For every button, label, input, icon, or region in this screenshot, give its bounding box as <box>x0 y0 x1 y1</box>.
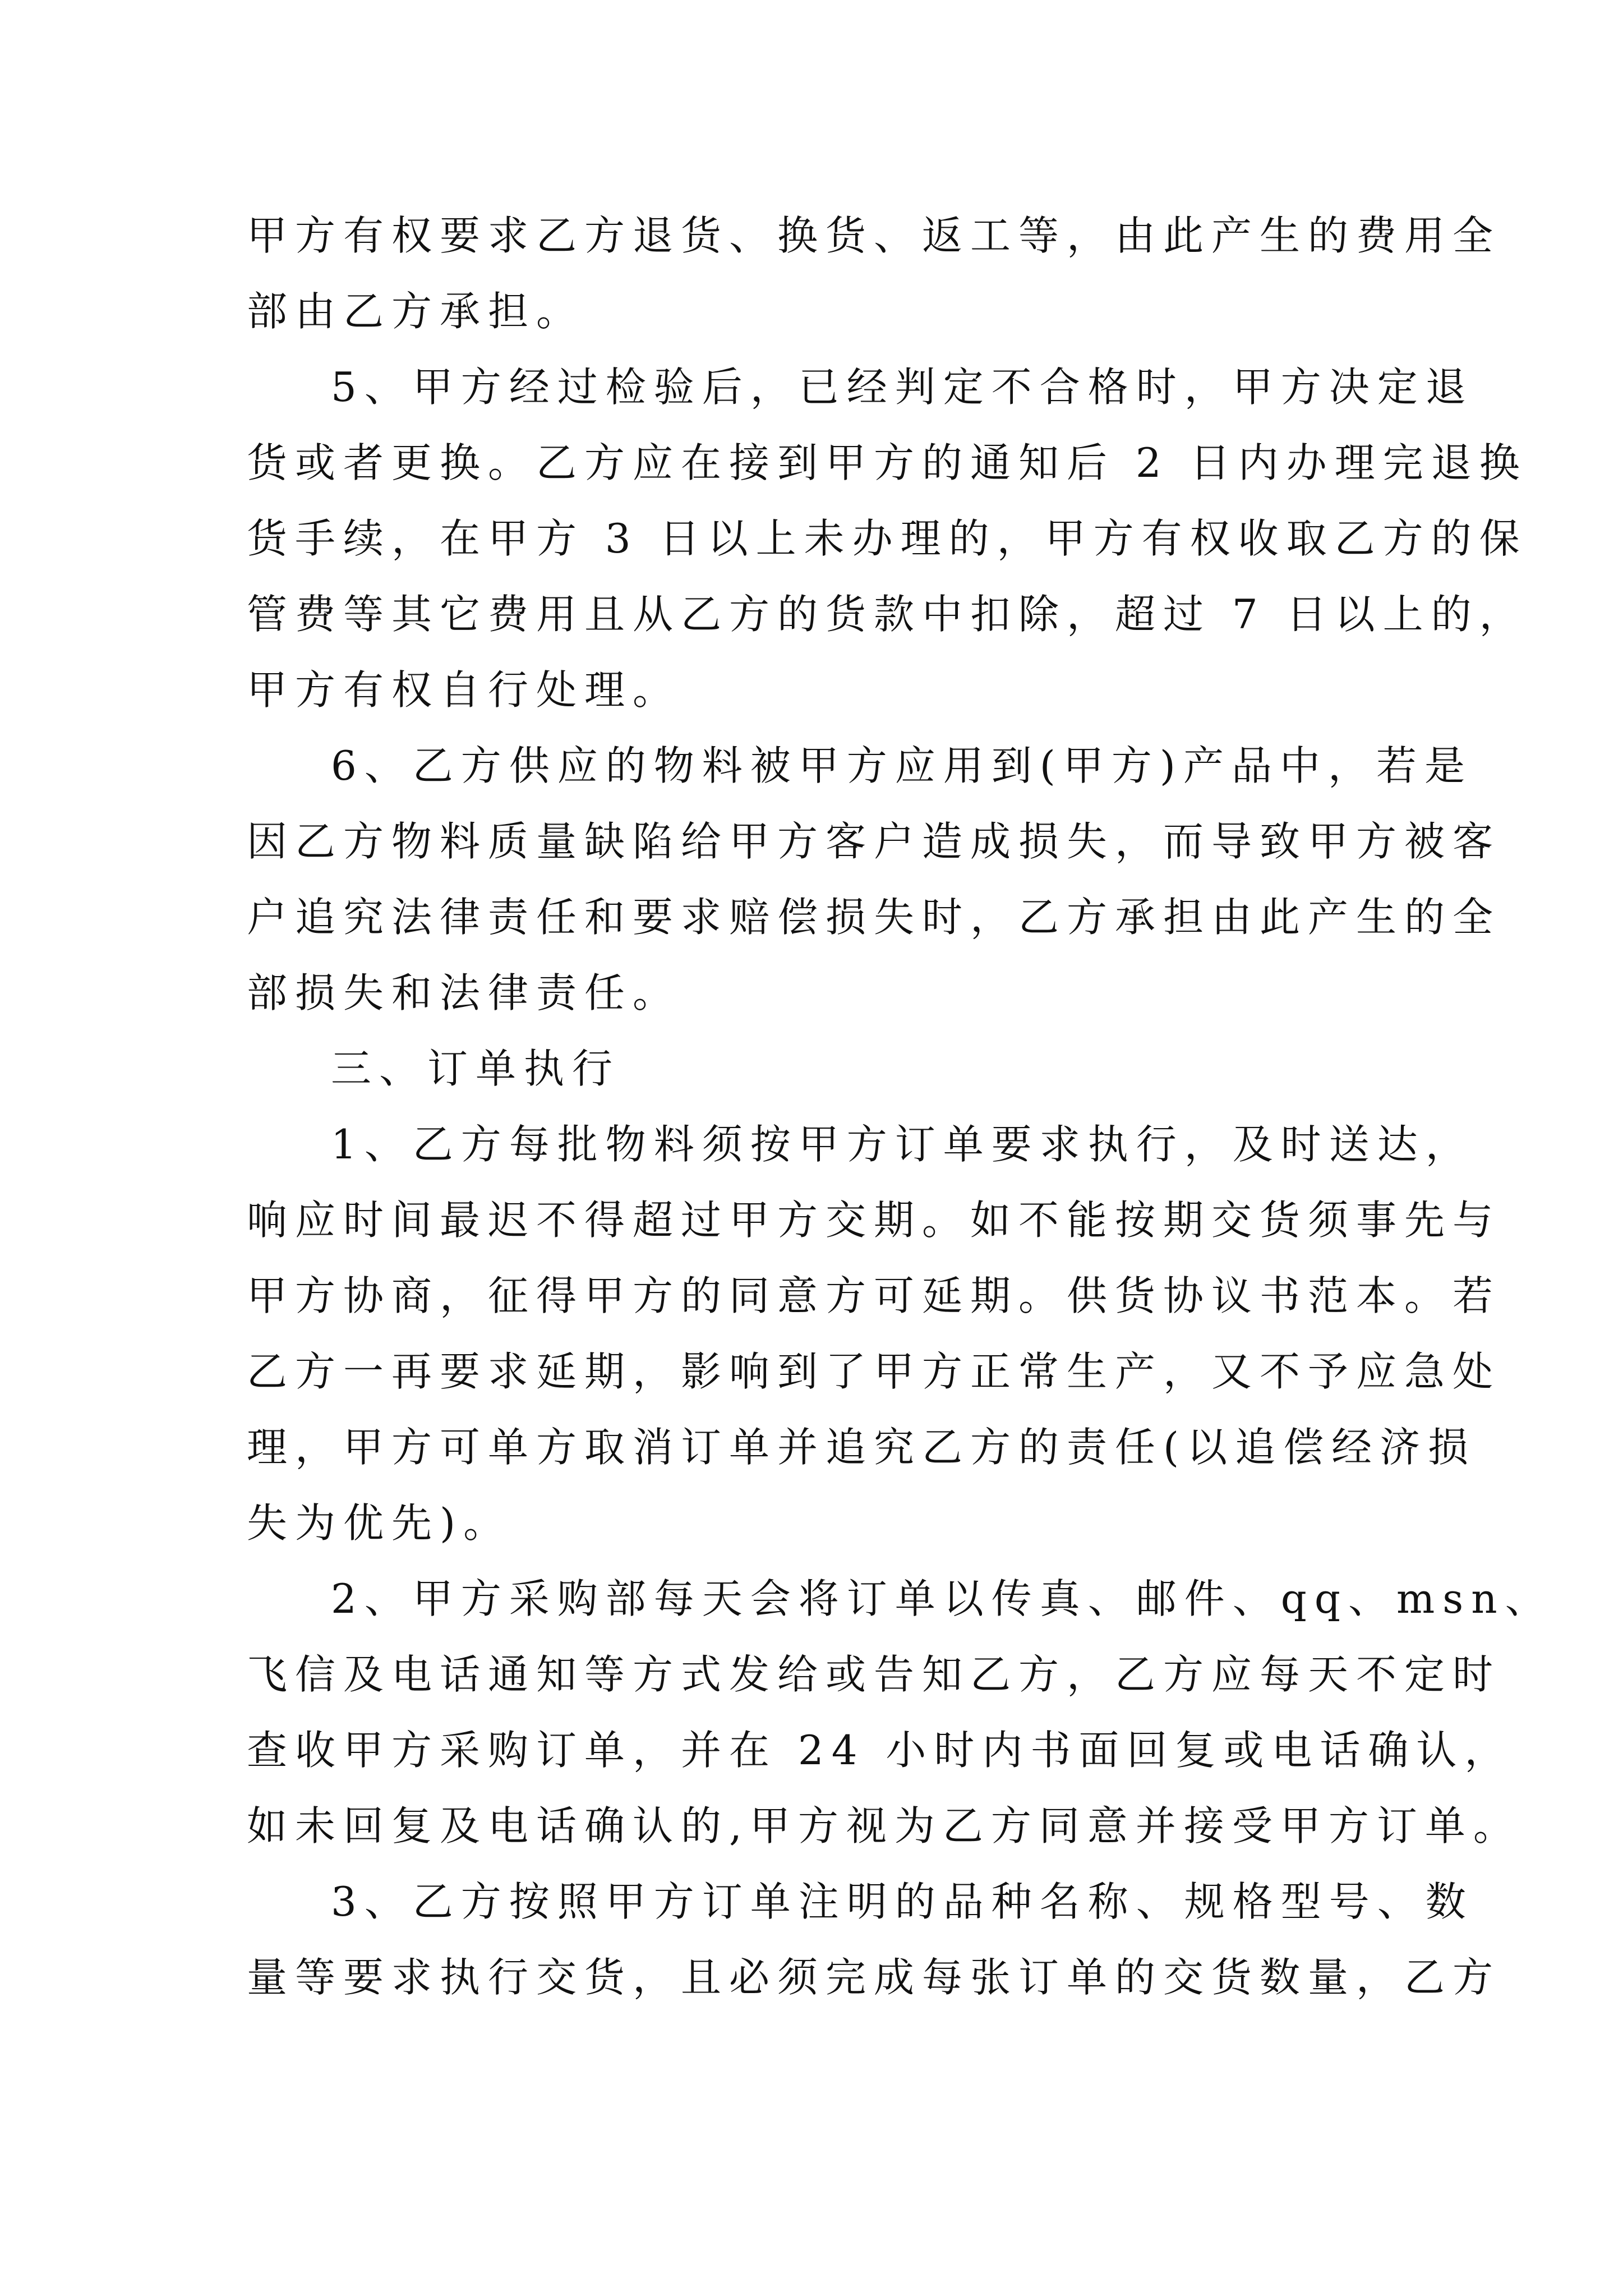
paragraph-start-line: 1、乙方每批物料须按甲方订单要求执行，及时送达， <box>331 1121 1474 1168</box>
text-line: 失为优先)。 <box>247 1499 512 1547</box>
text-line: 甲方有权要求乙方退货、换货、返工等，由此产生的费用全 <box>247 212 1501 259</box>
paragraph-start-line: 5、甲方经过检验后，已经判定不合格时，甲方决定退 <box>331 364 1474 411</box>
text-line: 货手续，在甲方 3 日以上未办理的，甲方有权收取乙方的保 <box>247 515 1528 562</box>
text-line: 户追究法律责任和要求赔偿损失时，乙方承担由此产生的全 <box>247 894 1501 941</box>
text-line: 部损失和法律责任。 <box>247 969 681 1016</box>
text-line: 甲方有权自行处理。 <box>247 666 681 714</box>
text-line: 乙方一再要求延期，影响到了甲方正常生产，又不予应急处 <box>247 1348 1501 1395</box>
text-line: 飞信及电话通知等方式发给或告知乙方，乙方应每天不定时 <box>247 1651 1501 1698</box>
text-line: 甲方协商，征得甲方的同意方可延期。供货协议书范本。若 <box>247 1272 1501 1319</box>
paragraph-start-line: 2、甲方采购部每天会将订单以传真、邮件、qq、msn、 <box>331 1575 1553 1622</box>
text-line: 响应时间最迟不得超过甲方交期。如不能按期交货须事先与 <box>247 1197 1501 1244</box>
text-line: 量等要求执行交货，且必须完成每张订单的交货数量，乙方 <box>247 1954 1501 2001</box>
text-line: 部由乙方承担。 <box>247 288 585 335</box>
text-line: 理，甲方可单方取消订单并追究乙方的责任(以追偿经济损 <box>247 1424 1477 1471</box>
text-line: 因乙方物料质量缺陷给甲方客户造成损失，而导致甲方被客 <box>247 818 1501 865</box>
text-line: 管费等其它费用且从乙方的货款中扣除，超过 7 日以上的， <box>247 591 1528 638</box>
text-line: 货或者更换。乙方应在接到甲方的通知后 2 日内办理完退换 <box>247 439 1528 486</box>
text-line: 查收甲方采购订单，并在 24 小时内书面回复或电话确认， <box>247 1727 1513 1774</box>
section-heading: 三、订单执行 <box>331 1045 621 1092</box>
paragraph-start-line: 6、乙方供应的物料被甲方应用到(甲方)产品中，若是 <box>331 742 1473 789</box>
paragraph-start-line: 3、乙方按照甲方订单注明的品种名称、规格型号、数 <box>331 1878 1474 1925</box>
text-line: 如未回复及电话确认的,甲方视为乙方同意并接受甲方订单。 <box>247 1802 1521 1849</box>
